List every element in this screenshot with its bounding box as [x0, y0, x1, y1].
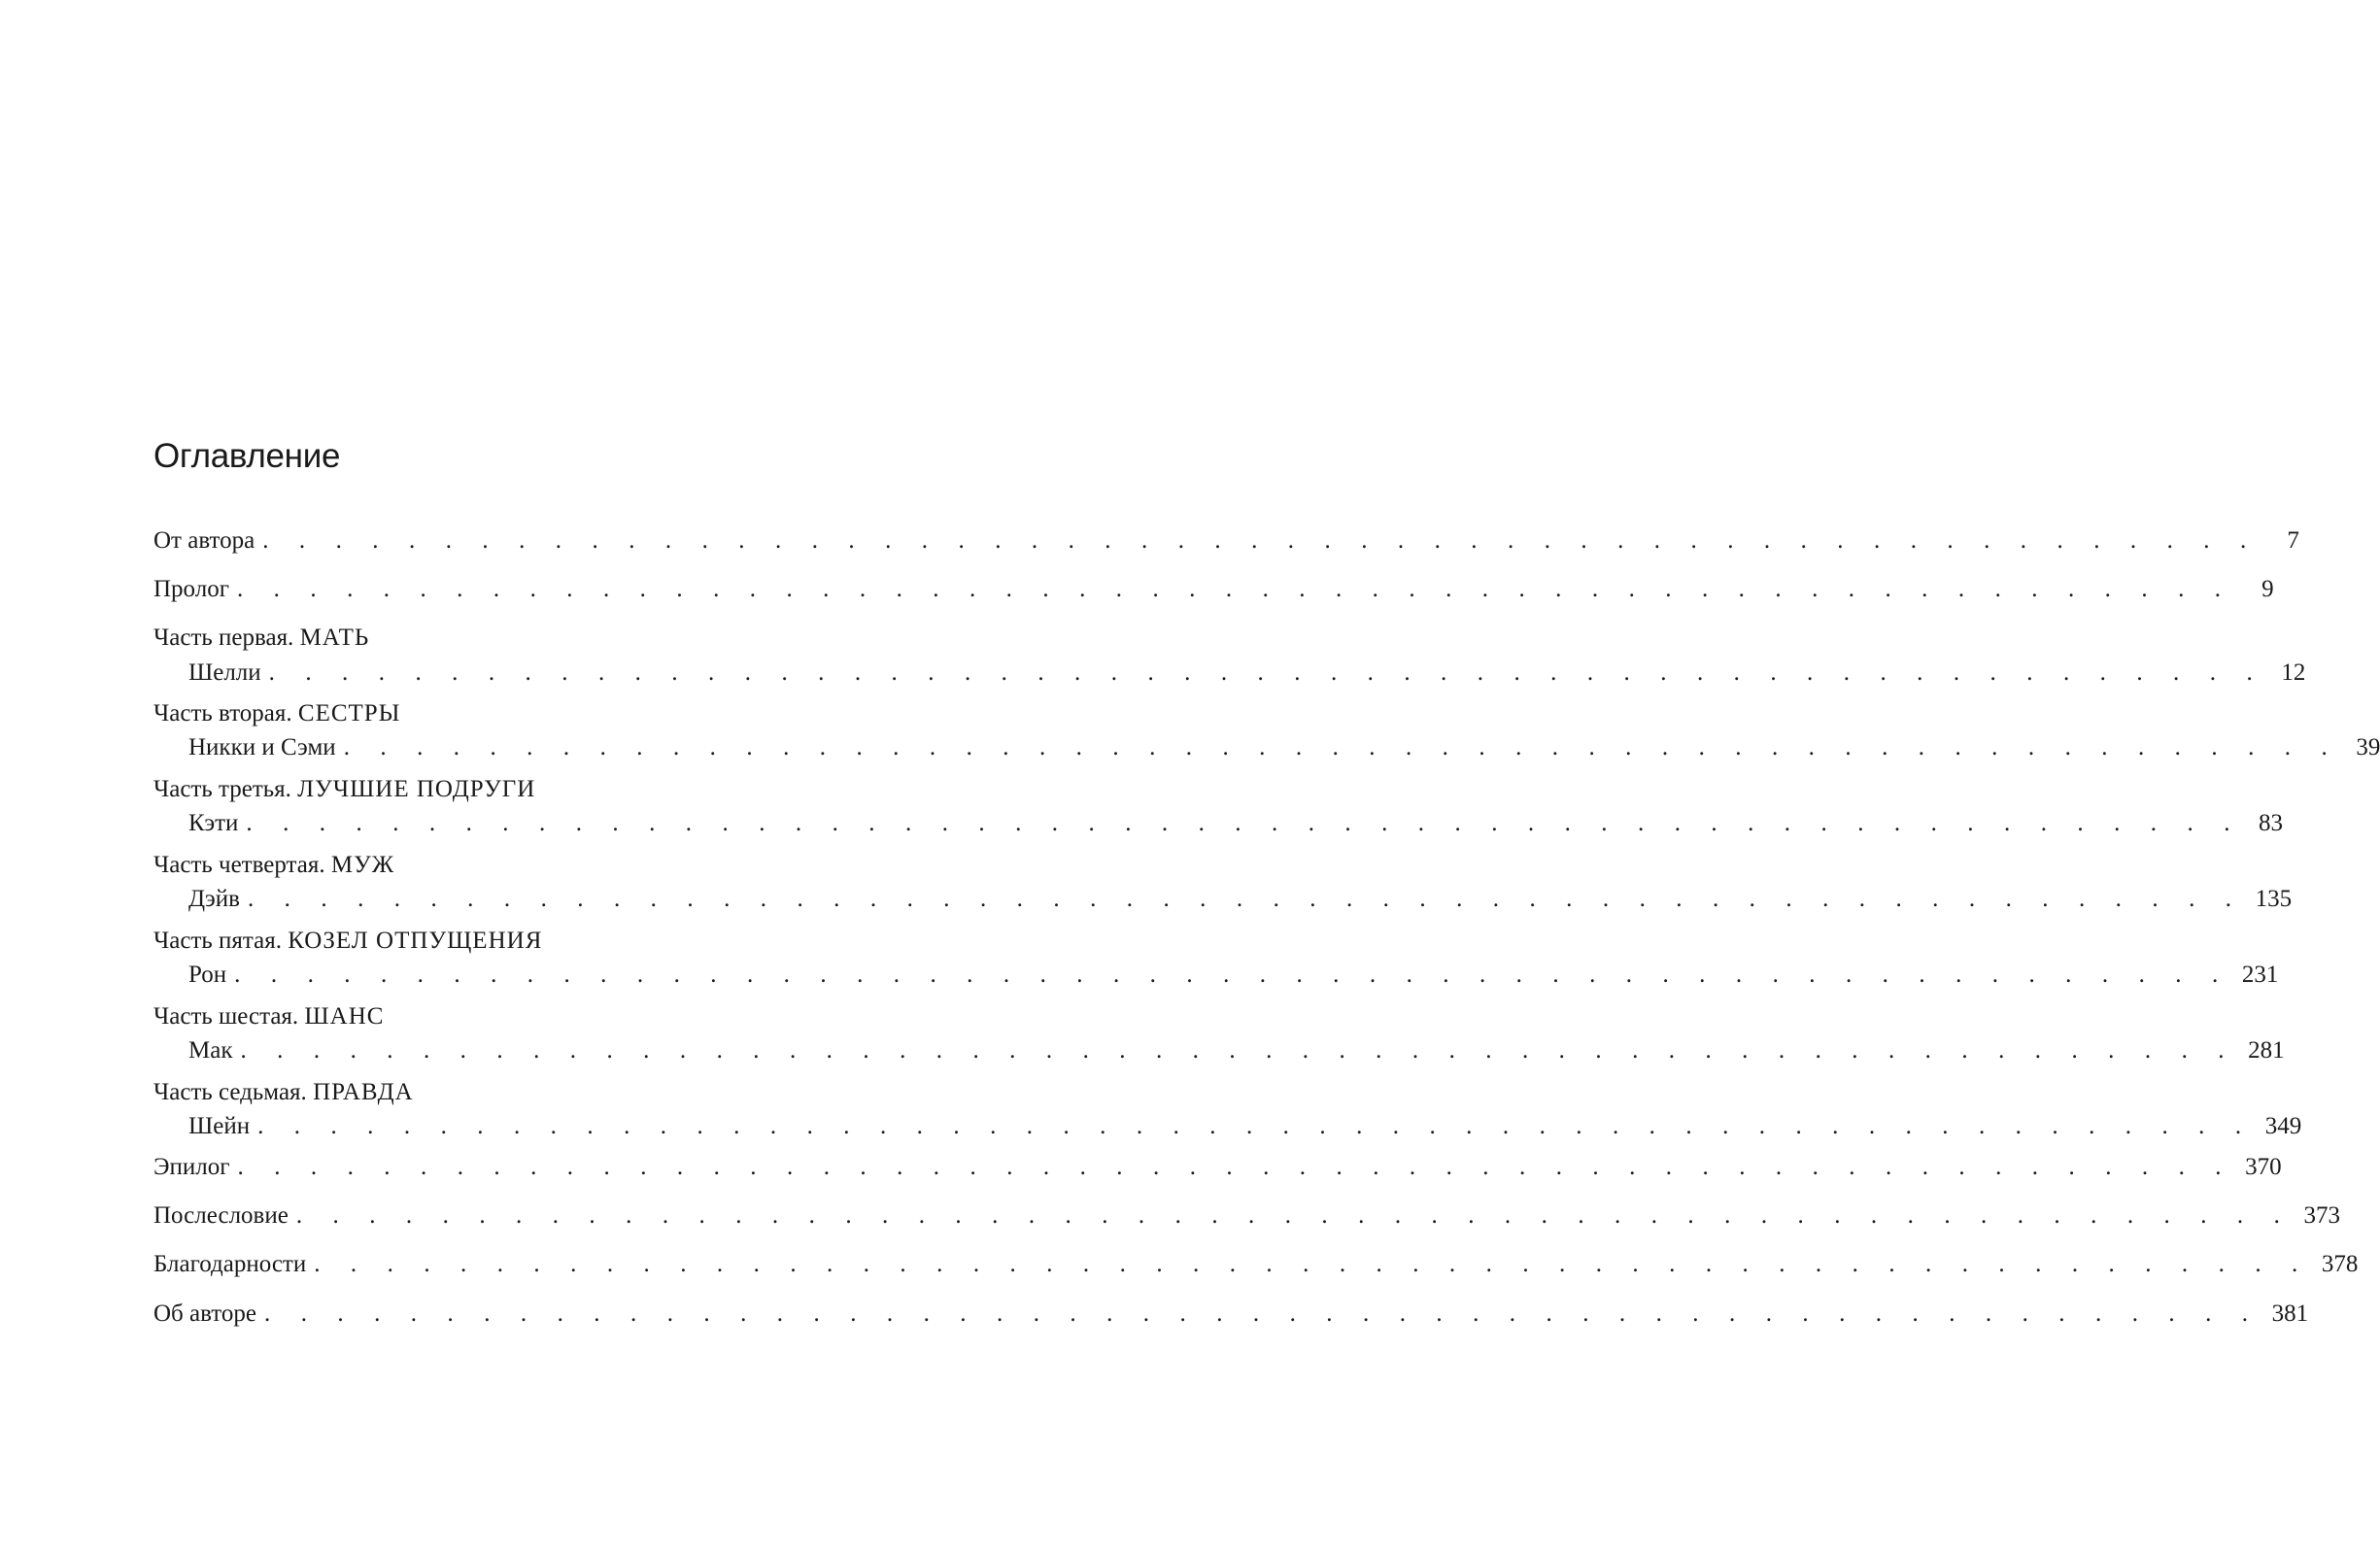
dot-leader: . . . . . . . . . . . . . . . . . . . . . . . . . . . . . . . . . . . . . . . . . . . . . . . . . . . . . . .	[343, 734, 2340, 760]
toc-entry-label: Рон	[188, 962, 227, 988]
part-name: КОЗЕЛ ОТПУЩЕНИЯ	[288, 928, 543, 954]
part-number: Часть вторая.	[153, 700, 298, 726]
toc-page-number: 381	[2271, 1301, 2309, 1327]
dot-leader: . . . . . . . . . . . . . . . . . . . . . . . . . . . . . . . . . . . . . . . . . . . . . . . . . . . . . . .	[240, 1037, 2237, 1064]
part-heading	[153, 1079, 414, 1110]
toc-entry	[153, 1301, 2309, 1332]
toc-entry-label: Никки и Сэми	[188, 734, 336, 760]
toc-entry-label: Кэти	[188, 810, 239, 836]
toc-page-number: 7	[2287, 527, 2299, 554]
dot-leader: . . . . . . . . . . . . . . . . . . . . . . . . . . . . . . . . . . . . . . . . . . . . . . . . . . . . . . .	[237, 1154, 2234, 1180]
toc-entry	[153, 1154, 2282, 1185]
toc-entry-label: Пролог	[153, 576, 229, 602]
toc-entry-label: От автора	[153, 527, 255, 554]
part-number: Часть шестая.	[153, 1003, 305, 1030]
toc-entry	[153, 527, 2299, 558]
toc-entry-label: Послесловие	[153, 1202, 289, 1229]
toc-page-number: 373	[2303, 1202, 2340, 1229]
dot-leader: . . . . . . . . . . . . . . . . . . . . . . . . . . . . . . . . . . . . . . . . . . . . . . . . . . . . . . .	[247, 886, 2244, 912]
toc-entry	[153, 886, 2293, 917]
toc-page-number: 349	[2264, 1113, 2302, 1139]
toc-entry-label: Шейн	[188, 1113, 251, 1139]
part-heading	[153, 852, 394, 883]
toc-entry	[153, 734, 2380, 765]
toc-entry-label: Благодарности	[153, 1251, 307, 1277]
toc-page-number: 281	[2248, 1037, 2285, 1064]
part-number: Часть четвертая.	[153, 852, 331, 878]
part-heading	[153, 928, 542, 959]
part-heading	[153, 1003, 384, 1034]
part-number: Часть первая.	[153, 625, 300, 651]
part-number: Часть седьмая.	[153, 1079, 314, 1105]
toc-entry	[153, 1113, 2302, 1144]
dot-leader: . . . . . . . . . . . . . . . . . . . . . . . . . . . . . . . . . . . . . . . . . . . . . . . . . . . . . . .	[268, 659, 2265, 686]
toc-page-number: 378	[2321, 1251, 2359, 1277]
dot-leader: . . . . . . . . . . . . . . . . . . . . . . . . . . . . . . . . . . . . . . . . . . . . . . . . . . . . . . .	[236, 576, 2233, 602]
dot-leader: . . . . . . . . . . . . . . . . . . . . . . . . . . . . . . . . . . . . . . . . . . . . . . . . . . . . . . .	[246, 810, 2243, 836]
dot-leader: . . . . . . . . . . . . . . . . . . . . . . . . . . . . . . . . . . . . . . . . . . . . . . . . . . . . . . .	[295, 1202, 2293, 1229]
part-heading	[153, 776, 535, 807]
dot-leader: . . . . . . . . . . . . . . . . . . . . . . . . . . . . . . . . . . . . . . . . . . . . . . . . . . . . . . .	[262, 527, 2259, 554]
dot-leader: . . . . . . . . . . . . . . . . . . . . . . . . . . . . . . . . . . . . . . . . . . . . . . . . . . . . . . .	[314, 1251, 2310, 1277]
toc-entry	[153, 1251, 2359, 1282]
toc-entry	[153, 1037, 2285, 1068]
toc-page-number: 135	[2255, 886, 2293, 912]
toc-page-number: 39	[2356, 734, 2380, 760]
part-heading	[153, 700, 401, 731]
toc-entry	[153, 576, 2274, 607]
toc-entry-label: Мак	[188, 1037, 233, 1064]
part-number: Часть третья.	[153, 776, 298, 802]
part-heading	[153, 625, 369, 656]
toc-page-number: 370	[2245, 1154, 2282, 1180]
toc-page-number: 12	[2281, 659, 2306, 686]
dot-leader: . . . . . . . . . . . . . . . . . . . . . . . . . . . . . . . . . . . . . . . . . . . . . . . . . . . . . . .	[257, 1113, 2254, 1139]
toc-entry-label: Об авторе	[153, 1301, 256, 1327]
toc-entry	[153, 810, 2284, 841]
toc-page-number: 9	[2261, 576, 2274, 602]
part-name: ПРАВДА	[313, 1079, 414, 1105]
toc-entry	[153, 1202, 2340, 1233]
toc-entry-label: Дэйв	[188, 886, 240, 912]
toc-title: Оглавление	[153, 437, 341, 475]
part-number: Часть пятая.	[153, 928, 289, 954]
part-name: ЛУЧШИЕ ПОДРУГИ	[297, 776, 536, 802]
toc-entry-label: Эпилог	[153, 1154, 230, 1180]
toc-page-number: 231	[2241, 962, 2279, 988]
dot-leader: . . . . . . . . . . . . . . . . . . . . . . . . . . . . . . . . . . . . . . . . . . . . . . . . . . . . . . .	[264, 1301, 2261, 1327]
dot-leader: . . . . . . . . . . . . . . . . . . . . . . . . . . . . . . . . . . . . . . . . . . . . . . . . . . . . . . .	[234, 962, 2230, 988]
part-name: МАТЬ	[299, 625, 370, 651]
part-name: МУЖ	[330, 852, 395, 878]
toc-page-number: 83	[2259, 810, 2284, 836]
toc-entry-label: Шелли	[188, 659, 261, 686]
toc-entry	[153, 962, 2279, 993]
toc-entry	[153, 659, 2306, 691]
part-name: ШАНС	[304, 1003, 385, 1030]
part-name: СЕСТРЫ	[297, 700, 401, 726]
